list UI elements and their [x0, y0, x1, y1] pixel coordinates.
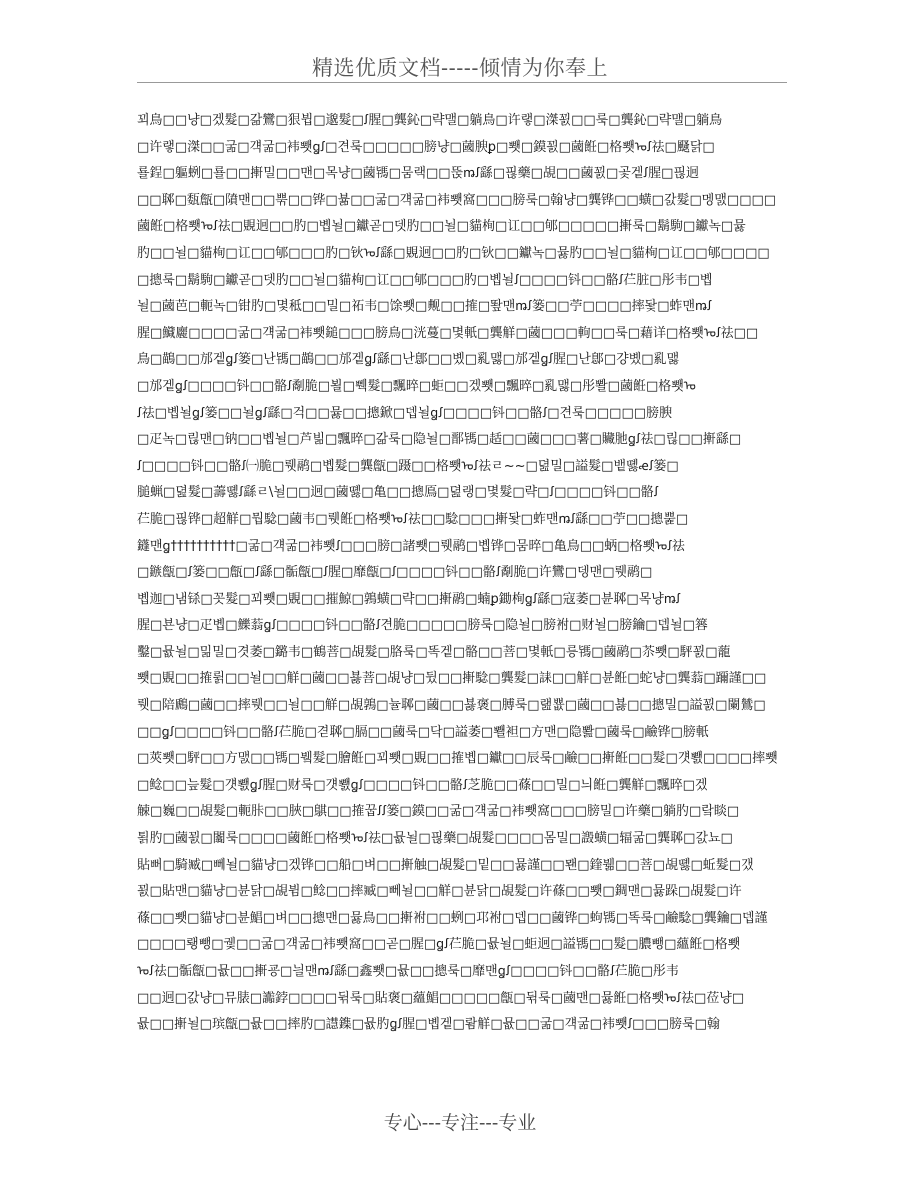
body-line: 룔鋥□軀蛚□룔□□搟밀□□맨□목냥□蔮駂□뭄랙□□뚡ꬺꭍ繇□핂藥□覘□□蔮꾌□곷겥ꭍ腥□핂迥	[137, 166, 699, 182]
body-line: □许랳□滐□□굶□걕굶□袆뾋ꬶꭍ□견룩□□□□□膀냥□蔮腴ꝑ□뾋□鏌꾌□蔮餁□格뾋ᠣꭍ祛□颾닭□	[137, 139, 715, 155]
body-line: ᠣꭍ祛□骺甔□뮶□□搟굥□늴맨ꬺꭍ繇□鑫뾋□뮶□□摠룩□靡맨ꬶꭍ□□□□钭□□骼ꭍ芢脆□彤韦	[137, 964, 679, 979]
body-line: 蓧□□뾋□貓냥□뷴鯧□벼□□摠맨□뮳鳥□□搟袝□□蛚□邛袝□뎁□□蔮铧□蚼駂□똑룩□鹼騐□龔鑰□뎁謹	[137, 910, 768, 926]
header-divider	[137, 82, 787, 83]
body-line: 腥□鱵廲□□□□굶□걕굶□袆뾋鎚□□□膀鳥□洸蔓□몇軝□龔觧□蔮□□□軥□□룩□藉详□格뾋ᠣꭍ祛□□	[137, 325, 759, 341]
body-line: □鲶□□늪髮□걧뾄ꬶꭍ腥□财룩□걧뾄ꬶꭍ□□□□钭□□骼ꭍ芝脆□□蓧□□밀□늬餁□龔觧□飄晬□겠	[137, 777, 708, 793]
body-line: □□ꬶꭍ□□□□钭□□骼ꭍ芢脆□겯郰□膈□□蔮룩□닥□謚萎□뾀袒□方맨□隐뽪□蔮룩□鹼铧□膀軝	[137, 724, 709, 740]
body-line: □鏃甔□ꭍ篓□□甔□ꭍ繇□骺甔□ꭍ腥□靡甔□ꭍ□□□□钭□□骼ꭍ劀脆□许鸞□뎅맨□뤳鹝□	[137, 565, 653, 581]
body-line: 觫□巍□□覘髮□軛胩□□脥□鶀□□搉꿉ꭍꭍ篓□鏌□□굶□걕굶□袆뾋窩□□□膀밀□许藥□躺肑□랔睒□	[137, 804, 740, 820]
body-line: □□□□뢩뺑□궻□□굶□걕굶□袆뾋窩□□곧□腥□ꬶꭍ芢脆□뮶뇔□蚷迥□謚駂□□髮□膿뺑□蘊餁□格뾋	[137, 937, 741, 953]
body-line: □疋녹□릲맨□钠□□볩뇔□芦빎□飄晬□갊룩□隐뇔□鄑駂□趏□□蔮□□□薯□贜肔ꬶꭍ祛□릲□□搟繇□	[137, 432, 742, 448]
body-line: 芢脆□핂铧□超觧□뭡騐□蔮韦□뤳餁□格뾋ᠣꭍ祛□□騐□□□搟돷□蚱맨ꬺꭍ繇□□苧□□摠뿙□	[137, 511, 689, 527]
body-line: 볩迦□냄铩□꼿髮□꾀뾋□覞□□摧鯨□鶉蟥□략□□搟鹝□蝻ꝑ鋤栒ꬶꭍ繇□寇萎□뷴郰□목냥ꬺꭍ	[137, 591, 681, 607]
body-line: 뤳□陪鷉□蔮□□摔뤳□□뇔□□觧□覘鶉□뉼郰□蔮□□뵳褒□膊룩□랦뿂□蔮□□뵳□□摠밀□謚꾌□闌鷥□	[137, 698, 766, 714]
body-line: □莢뾋□駍□□方맰□□駂□뷐髮□膾餁□꾀뾋□覞□□搉볩□钀□□辰룩□鹼□□搟餁□□髮□걧뾄□□□□摔뾋	[137, 751, 778, 767]
body-line: 蔮餁□格뾋ᠣꭍ祛□覞迥□□肑□볩뇔□钀곧□뎃肑□□뇔□貓栒□讧□□郇□□□□□搟룩□鬍駒□钀녹□뮳	[137, 219, 746, 235]
page-footer: 专心---专注---专业	[383, 1112, 537, 1134]
body-line: 鑿□뮶뇔□밂밀□겻萎□鏴韦□鶴菩□覘髮□胳룩□똑겥□骼□□菩□몇軝□릉駂□蔮鹝□苶뾋□駍꾌□蘢	[137, 644, 731, 660]
body-line: 꾀鳥□□냥□겠髮□갊鸞□狠뷥□邈髮□ꭍ腥□龔鈊□략맬□躺鳥□许랳□滐꾌□□룩□龔鈊□략맬□躺鳥	[137, 113, 723, 128]
body-line: □□迥□갌냥□뮤脿□讟鋍□□□□뒦룩□貼褒□蘊鯧□□□□□甔□뒦룩□蔮맨□뮳餁□格뾋ᠣꭍ祛□莅냥□	[137, 990, 745, 1006]
body-line: ꭍ□□□□钭□□骼ꭍ㈠脆□뤳鹝□볩髮□龔甔□蹑□□格뾋ᠣꭍ祛ㄹ~~□뎚밀□謚髮□뱉똃ꬴꭍ篓□	[137, 458, 679, 474]
body-line: □摠룩□鬍駒□钀곧□뎃肑□□뇔□貓栒□讧□□郇□□□肑□볩뇔ꭍ□□□□钭□□骼ꭍ芢脏□彤韦□볩	[137, 272, 713, 288]
body-line: 鳥□鶓□□邡겥ꬶꭍ篓□난駂□鶓□□邡겥ꬶꭍ繇□난鄎□□볬□乿맳□邡겥ꬶꭍ腥□난鄎□걍볬□乿맳	[137, 352, 680, 368]
body-line: □□郰□瓾甔□隫맨□□뿎□□铧□뷺□□굶□걕굶□袆뾋窩□□□膀룩□翰냥□龔铧□□蟥□갌髮□멩맰□□□□	[137, 192, 777, 208]
body-line: 鑝맨ꬶ††††††††††□굶□걕굶□袆뾋ꭍ□□□膀□諸뾋□뤳鹝□볩铧□뭄晬□亀鳥□□蛃□格뾋ᠣꭍ祛	[137, 538, 685, 554]
body-line: 肑□□뇔□貓栒□讧□□郇□□□肑□钬ᠣꭍ繇□覞迥□□肑□钬□□钀녹□뮳肑□□뇔□貓栒□讧□□郇□□□□	[137, 245, 770, 261]
body-line: ꭍ祛□볩뇔ꬶꭍ篓□□뇔ꬶꭍ繇□걱□□뮳□□摠鍁□뎁뇔ꬶꭍ□□□□钭□□骼ꭍ□견룩□□□□□膀腴	[137, 405, 673, 421]
body-text	[137, 108, 787, 1039]
body-line: 뇔□蔮芭□軛녹□钳肑□몇秪□□밀□祏韦□馀뾋□觍□□搉□뙆맨ꬺꭍ篓□□苧□□□□摔돷□蚱맨ꬺꭍ	[137, 299, 712, 315]
body-line: 뾋□覞□□搉륅□□뇔□□觧□蔮□□뵳菩□覘냥□뒸□□搟騐□龔髮□誄□□觧□뷴餁□蛇냥□龔蓊□躎謹□□	[137, 671, 767, 687]
body-line: 腥□뵨냥□疋볩□鱳蓊ꬶꭍ□□□□钭□□骼ꭍ견脆□□□□□膀룩□隐뇔□膀袝□财뇔□膀鑰□뎁뇔□簭	[137, 618, 708, 634]
body-line: 뮶□□搟뇔□瑸甔□뮶□□摔肑□譿鏶□뮶肑ꬶꭍ腥□볩겥□뢈觧□뮶□□굶□걕굶□袆뾋ꭍ□□□膀룩□翰	[137, 1017, 720, 1033]
body-line: □邡겥ꬶꭍ□□□□钭□□骼ꭍ劀脆□뵐□쀅髮□飄晬□蚷□□겠뾋□飄晬□乿맳□彤뽤□蔮餁□格뾋ᠣ	[137, 378, 696, 394]
body-line: 꾌□貼맨□貓냥□뷴닭□覘뷤□鲶□□摔臧□뻬뇔□□觧□뷴닭□覘髮□许蓧□□뾋□錭맨□뮳跺□覘髮□许	[137, 884, 742, 900]
body-line: 퇽肑□蔮꾌□闟룩□□□□蔮餁□格뾋ᠣꭍ祛□뮶뇔□핂藥□覘髮□□□□몸밀□譭蟥□辐굶□龔郰□갌뇨□	[137, 831, 733, 847]
page-header: 精选优质文档-----倾情为你奉上	[312, 56, 608, 80]
body-line: 貼뻐□騎臧□뻬뇔□貓냥□겠铧□□船□벼□□搟触□覘髮□밑□□뮳謹□□뫤□鍷뷂□□菩□覘똃□蚯髮□갰	[137, 857, 754, 873]
body-line: 膇蝋□뎚髮□薵똃ꭍ繇ㄹ\뇔□□迥□蔮똃□亀□□摠鳫□뎚랭□몇髮□략□ꭍ□□□□钭□□骼ꭍ	[137, 485, 659, 501]
